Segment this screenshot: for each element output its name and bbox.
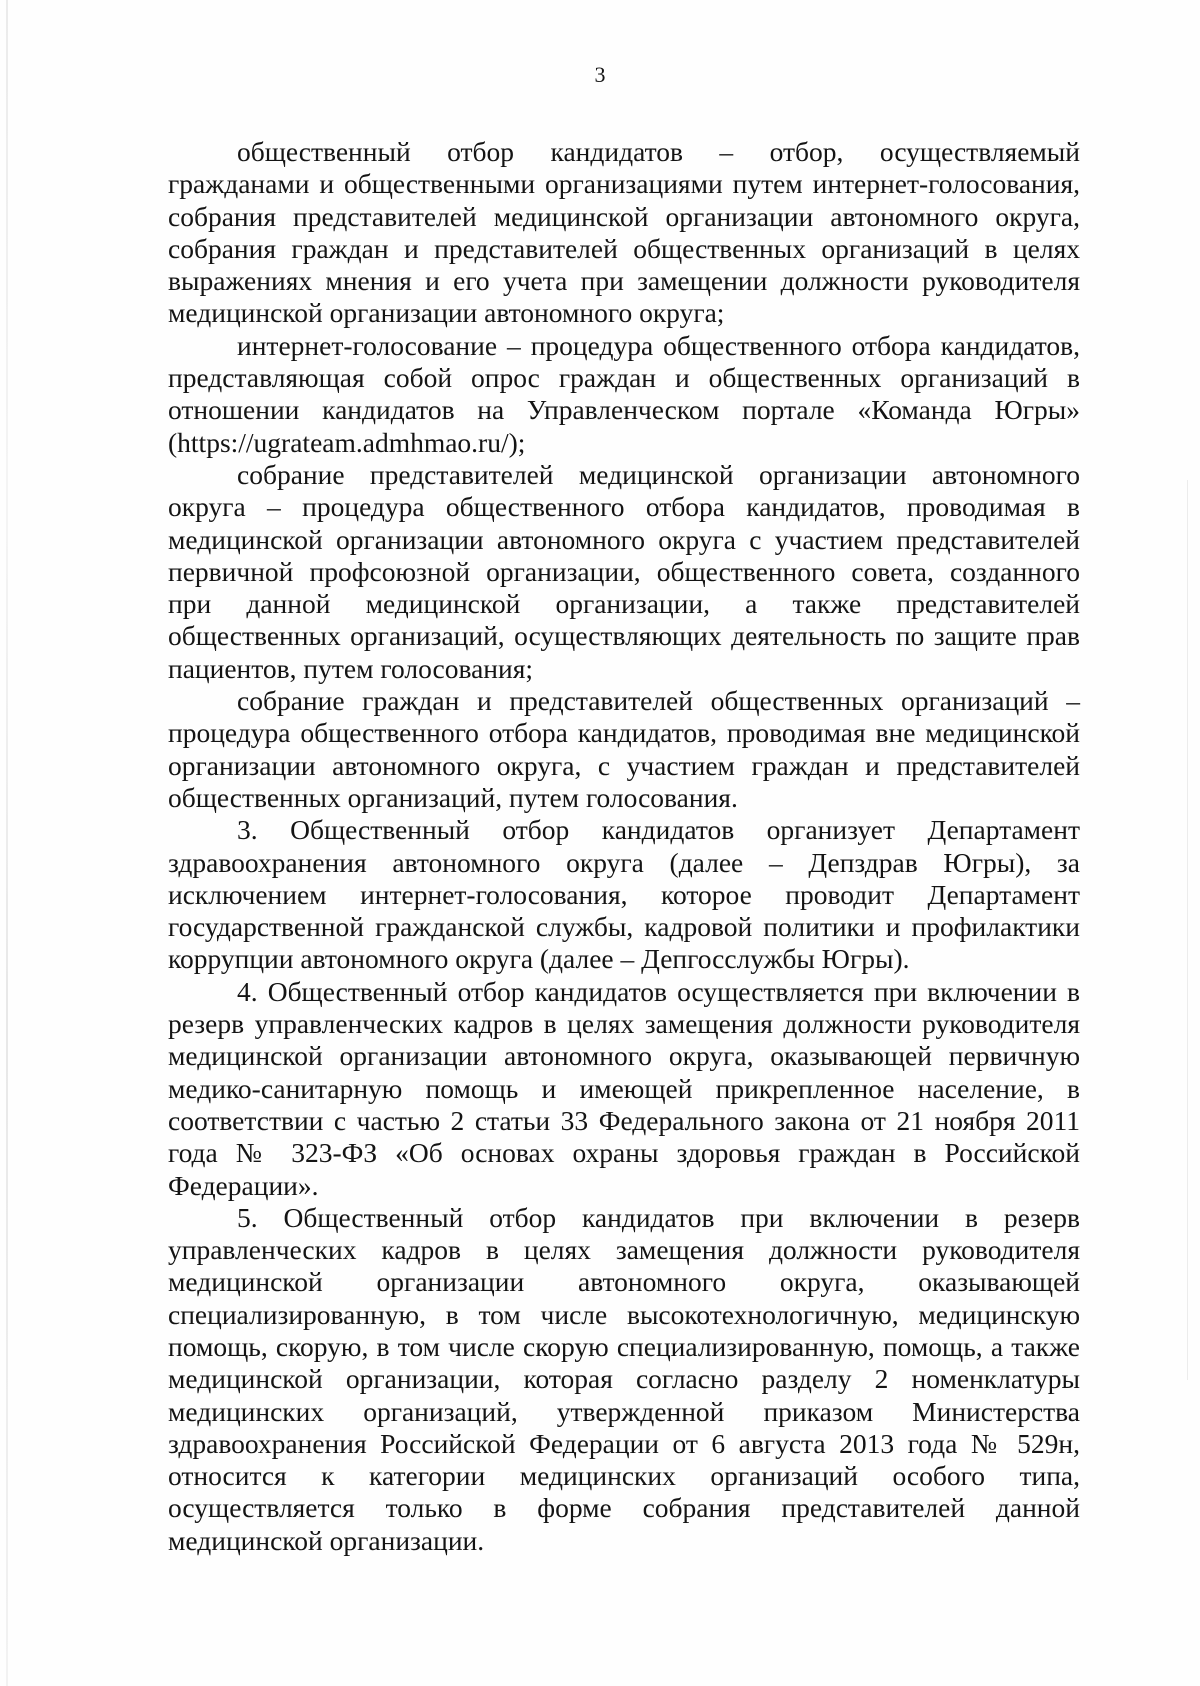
page-number: 3 — [594, 62, 606, 87]
paragraph-item-3: 3. Общественный отбор кандидатов организует Департамент здравоохранения автономного округа (далее – Депздрав Югры), за исключением интернет-голосования, которое проводит Департамент государственной гражданской службы, кадровой политики и профилактики коррупции автономного округа (далее – Депгосслужбы Югры). — [168, 814, 1080, 975]
paragraph-definition-public-selection: общественный отбор кандидатов – отбор, осуществляемый гражданами и общественными организациями путем интернет-голосования, собрания представителей медицинской организации автономного округа, собрания граждан и представителей общественных организаций в целях выражениях мнения и его учета при замещении должности руководителя медицинской организации автономного округа; — [168, 136, 1080, 329]
scan-edge-right — [1187, 480, 1188, 1380]
scan-edge-left — [6, 0, 8, 1686]
document-body — [168, 136, 1080, 1557]
paragraph-item-4: 4. Общественный отбор кандидатов осуществляется при включении в резерв управленческих кадров в целях замещения должности руководителя медицинской организации автономного округа, оказывающей первичную медико-санитарную помощь и имеющей прикрепленное население, в соответствии с частью 2 статьи 33 Федерального закона от 21 ноября 2011 года № 323-ФЗ «Об основах охраны здоровья граждан в Российской Федерации». — [168, 975, 1080, 1201]
paragraph-item-5: 5. Общественный отбор кандидатов при включении в резерв управленческих кадров в целях замещения должности руководителя медицинской организации автономного округа, оказывающей специализированную, в том числе высокотехнологичную, медицинскую помощь, скорую, в том числе скорую специализированную, помощь, а также медицинской организации, которая согласно разделу 2 номенклатуры медицинских организаций, утвержденной приказом Министерства здравоохранения Российской Федерации от 6 августа 2013 года № 529н, относится к категории медицинских организаций особого типа, осуществляется только в форме собрания представителей данной медицинской организации. — [168, 1201, 1080, 1556]
paragraph-definition-staff-meeting: собрание представителей медицинской организации автономного округа – процедура общественного отбора кандидатов, проводимая в медицинской организации автономного округа с участием представителей первичной профсоюзной организации, общественного совета, созданного при данной медицинской организации, а также представителей общественных организаций, осуществляющих деятельность по защите прав пациентов, путем голосования; — [168, 458, 1080, 684]
paragraph-definition-internet-voting: интернет-голосование – процедура общественного отбора кандидатов, представляющая собой опрос граждан и общественных организаций в отношении кандидатов на Управленческом портале «Команда Югры» (https://ugrateam.admhmao.ru/); — [168, 329, 1080, 458]
paragraph-definition-citizens-meeting: собрание граждан и представителей общественных организаций – процедура общественного отбора кандидатов, проводимая вне медицинской организации автономного округа, с участием граждан и представителей общественных организаций, путем голосования. — [168, 685, 1080, 813]
